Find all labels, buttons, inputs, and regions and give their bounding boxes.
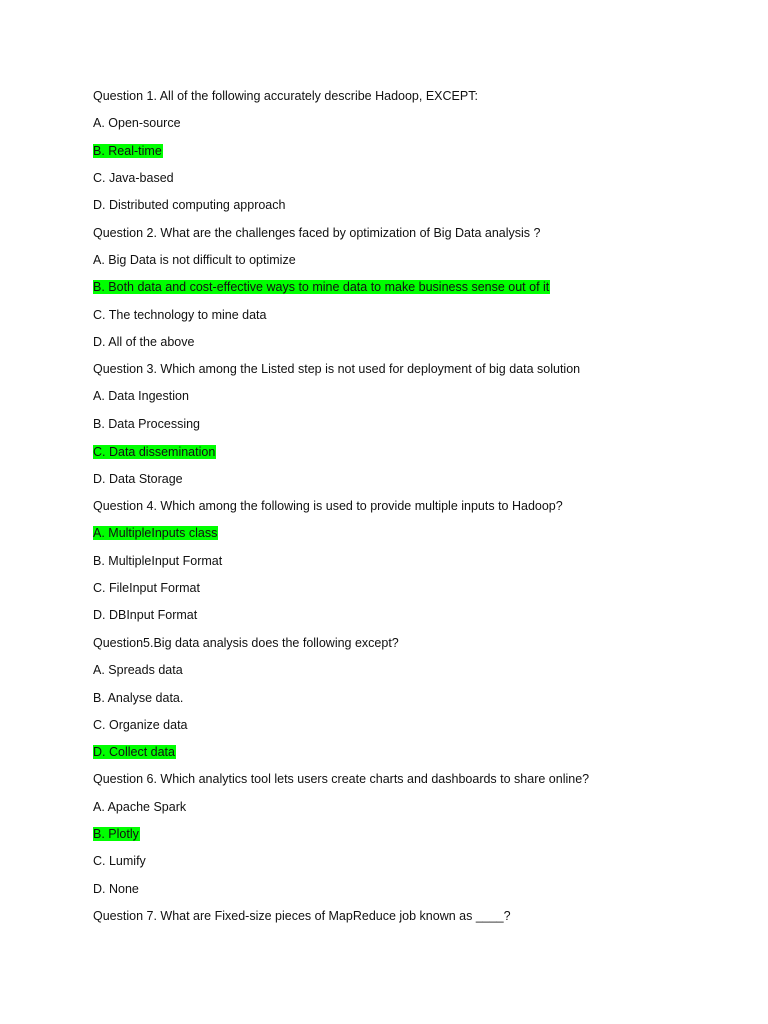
q5-option-b: B. Analyse data. xyxy=(93,691,184,705)
q1-option-d: D. Distributed computing approach xyxy=(93,198,286,212)
question-5-text: Question5.Big data analysis does the following except? xyxy=(93,636,399,650)
answer-highlight: C. Data dissemination xyxy=(93,445,216,459)
q3-option-c-answer xyxy=(93,444,216,460)
q3-option-b: B. Data Processing xyxy=(93,417,200,431)
answer-highlight: D. Collect data xyxy=(93,745,175,759)
q6-option-b-answer xyxy=(93,826,140,842)
question-3-text: Question 3. Which among the Listed step is not used for deployment of big data solution xyxy=(93,362,581,376)
answer-highlight: A. MultipleInputs class xyxy=(93,526,218,540)
q4-option-d: D. DBInput Format xyxy=(93,608,198,622)
question-7-text: Question 7. What are Fixed-size pieces of MapReduce job known as ____? xyxy=(93,909,511,923)
q3-option-d: D. Data Storage xyxy=(93,472,183,486)
q6-option-d: D. None xyxy=(93,882,139,896)
answer-highlight: B. Real-time xyxy=(93,144,162,158)
q1-option-c: C. Java-based xyxy=(93,171,174,185)
q4-option-a-answer xyxy=(93,525,218,541)
q2-option-a: A. Big Data is not difficult to optimize xyxy=(93,253,296,267)
q2-option-c: C. The technology to mine data xyxy=(93,308,267,322)
q6-option-a: A. Apache Spark xyxy=(93,800,187,814)
q1-option-b-answer xyxy=(93,143,163,159)
question-6-text: Question 6. Which analytics tool lets users create charts and dashboards to share online? xyxy=(93,772,590,786)
answer-highlight: B. Both data and cost-effective ways to mine data to make business sense out of it xyxy=(93,280,550,294)
q1-option-a: A. Open-source xyxy=(93,116,181,130)
q4-option-b: B. MultipleInput Format xyxy=(93,554,223,568)
answer-highlight: B. Plotly xyxy=(93,827,139,841)
q5-option-a: A. Spreads data xyxy=(93,663,183,677)
q2-option-d: D. All of the above xyxy=(93,335,195,349)
q5-option-c: C. Organize data xyxy=(93,718,188,732)
q3-option-a: A. Data Ingestion xyxy=(93,389,189,403)
q4-option-c: C. FileInput Format xyxy=(93,581,200,595)
question-4-text: Question 4. Which among the following is used to provide multiple inputs to Hadoop? xyxy=(93,499,563,513)
question-1-text: Question 1. All of the following accurately describe Hadoop, EXCEPT: xyxy=(93,89,478,103)
q6-option-c: C. Lumify xyxy=(93,854,146,868)
question-2-text: Question 2. What are the challenges faced by optimization of Big Data analysis ? xyxy=(93,226,541,240)
q2-option-b-answer xyxy=(93,279,550,295)
q5-option-d-answer xyxy=(93,744,176,760)
